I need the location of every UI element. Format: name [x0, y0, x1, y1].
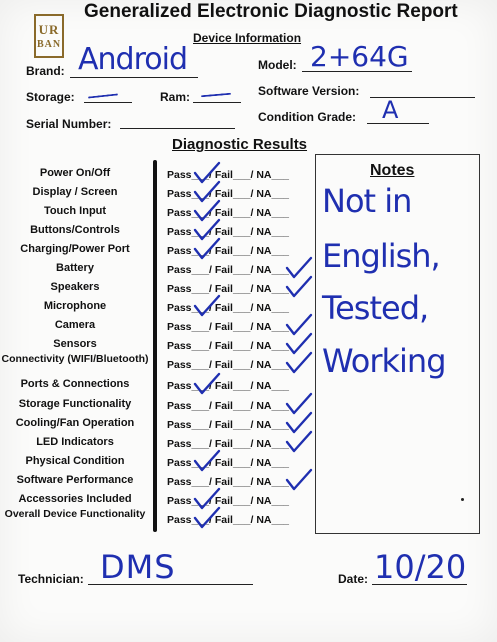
brand-logo: UR BAN: [34, 14, 64, 58]
pass-fail-na-options: Pass___/ Fail___/ NA___: [167, 457, 290, 469]
pass-fail-na-options: Pass___/ Fail___/ NA___: [167, 321, 290, 333]
brand-label: Brand:: [26, 64, 65, 78]
check-mark-icon: [285, 351, 313, 375]
ram-label: Ram:: [160, 90, 191, 104]
software-label: Software Version:: [258, 84, 360, 98]
diagnostic-item-label: Speakers: [50, 281, 100, 293]
diagnostic-item-label: Connectivity (WIFI/Bluetooth): [1, 353, 149, 365]
technician-value: DMS: [100, 548, 176, 586]
notes-dot: [461, 498, 464, 501]
ram-value: [201, 93, 231, 98]
diagnostic-item-label: Storage Functionality: [18, 398, 132, 410]
pass-fail-na-options: Pass___/ Fail___/ NA___: [167, 302, 290, 314]
diagnostic-item-label: Touch Input: [43, 205, 107, 217]
check-mark-icon: [193, 294, 221, 318]
date-label: Date:: [338, 572, 369, 586]
note-line-2: English,: [322, 237, 440, 275]
technician-label: Technician:: [18, 572, 84, 586]
check-mark-icon: [285, 468, 313, 492]
note-line-3: Tested,: [322, 289, 429, 327]
diagnostic-item-label: Overall Device Functionality: [4, 508, 146, 520]
model-label: Model:: [258, 58, 297, 72]
diagnostic-item-label: Accessories Included: [18, 493, 132, 505]
pass-fail-na-options: Pass___/ Fail___/ NA___: [167, 438, 290, 450]
serial-line: [120, 128, 235, 129]
pass-fail-na-options: Pass___/ Fail___/ NA___: [167, 495, 290, 507]
check-mark-icon: [193, 237, 221, 261]
check-mark-icon: [193, 372, 221, 396]
check-mark-icon: [285, 430, 313, 454]
check-mark-icon: [193, 449, 221, 473]
check-mark-icon: [285, 275, 313, 299]
pass-fail-na-options: Pass___/ Fail___/ NA___: [167, 264, 290, 276]
storage-value: [88, 93, 118, 98]
pass-fail-na-options: Pass___/ Fail___/ NA___: [167, 226, 290, 238]
model-value: 2+64G: [310, 40, 409, 73]
pass-fail-na-options: Pass___/ Fail___/ NA___: [167, 245, 290, 257]
serial-label: Serial Number:: [26, 117, 112, 131]
diagnostic-item-label: Physical Condition: [25, 455, 125, 467]
pass-fail-na-options: Pass___/ Fail___/ NA___: [167, 283, 290, 295]
pass-fail-na-options: Pass___/ Fail___/ NA___: [167, 359, 290, 371]
date-value: 10/20: [374, 548, 467, 586]
diagnostic-item-label: LED Indicators: [36, 436, 114, 448]
pass-fail-na-options: Pass___/ Fail___/ NA___: [167, 380, 290, 392]
results-heading: Diagnostic Results: [172, 136, 308, 153]
pass-fail-na-options: Pass___/ Fail___/ NA___: [167, 188, 290, 200]
diagnostic-item-label: Buttons/Controls: [30, 224, 120, 236]
check-mark-icon: [193, 506, 221, 530]
storage-label: Storage:: [26, 90, 75, 104]
diagnostic-item-label: Ports & Connections: [20, 378, 130, 390]
report-title: Generalized Electronic Diagnostic Report: [84, 1, 458, 22]
pass-fail-na-options: Pass___/ Fail___/ NA___: [167, 400, 290, 412]
grade-value: A: [382, 96, 399, 124]
note-line-4: Working: [322, 342, 446, 380]
diagnostic-item-label: Sensors: [53, 338, 97, 350]
diagnostic-item-label: Charging/Power Port: [20, 243, 130, 255]
pass-fail-na-options: Pass___/ Fail___/ NA___: [167, 476, 290, 488]
diagnostic-item-label: Cooling/Fan Operation: [15, 417, 135, 429]
notes-heading: Notes: [370, 162, 415, 179]
pass-fail-na-options: Pass___/ Fail___/ NA___: [167, 514, 290, 526]
pass-fail-na-options: Pass___/ Fail___/ NA___: [167, 340, 290, 352]
diagnostic-item-label: Display / Screen: [32, 186, 118, 198]
diagnostic-item-label: Camera: [54, 319, 96, 331]
pass-fail-na-options: Pass___/ Fail___/ NA___: [167, 419, 290, 431]
diagnostic-item-label: Software Performance: [16, 474, 134, 486]
pass-fail-na-options: Pass___/ Fail___/ NA___: [167, 169, 290, 181]
ram-line: [193, 102, 241, 103]
storage-line: [84, 102, 132, 103]
diagnostic-item-label: Microphone: [43, 300, 107, 312]
diagnostic-item-label: Battery: [56, 262, 94, 274]
device-info-heading: Device Information: [193, 31, 302, 45]
diagnostic-item-label: Power On/Off: [39, 167, 111, 179]
brand-value: Android: [78, 42, 187, 77]
note-line-1: Not in: [322, 182, 412, 220]
grade-label: Condition Grade:: [258, 110, 356, 124]
pass-fail-na-options: Pass___/ Fail___/ NA___: [167, 207, 290, 219]
